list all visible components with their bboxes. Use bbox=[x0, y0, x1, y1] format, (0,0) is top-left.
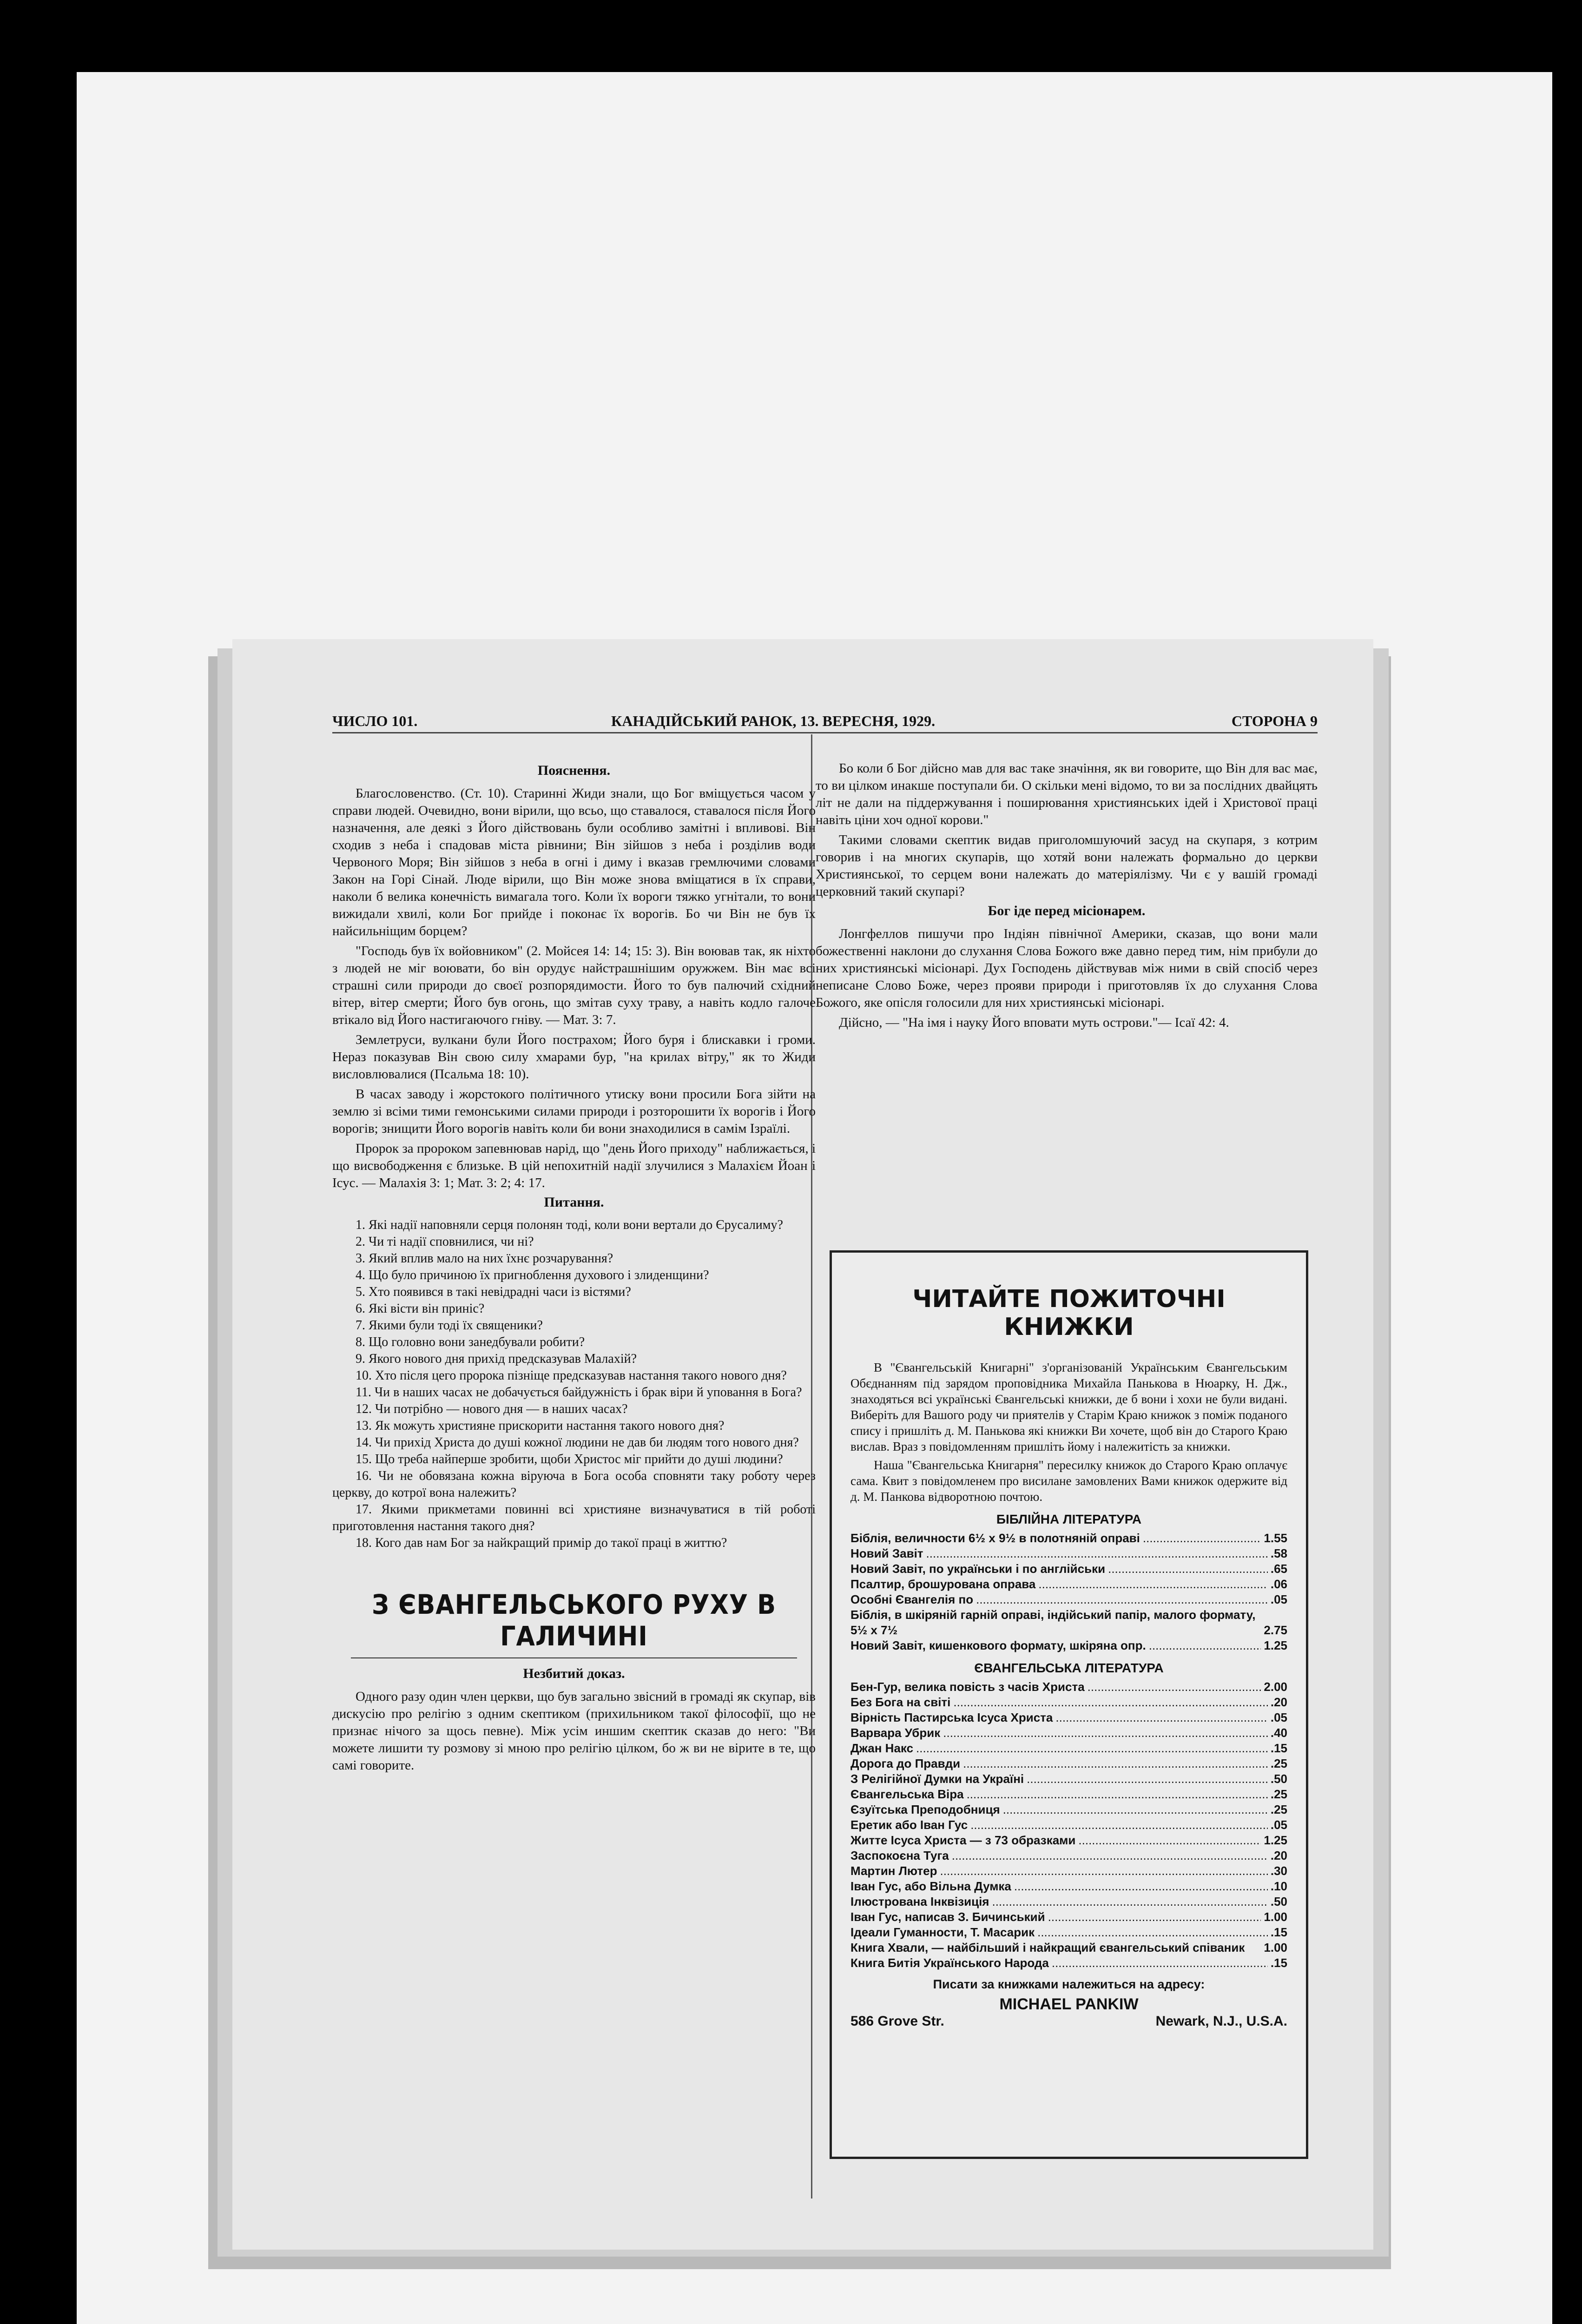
left-column bbox=[332, 760, 816, 1777]
paragraph: Лонгфеллов пишучи про Індіян північної Америки, сказав, що вони мали божественні наклони до слухання Слова Божого вже давно перед тим, нім прибули до них християнські місіонарі. Дух Господень дійствував між ними в свій спосіб через неписане Слово Боже, через прояви природи і приготовляв їх до слухання Слова Божого, яке опісля голосили для них християнські місіонарі. bbox=[816, 926, 1318, 1010]
paragraph: "Господь був їх войовником" (2. Мойсея 14: 14; 15: 3). Він воював так, як ніхто з людей не міг воювати, бо він орудує найстрашнішим оружжем. Він має всі страшні сили природи до своєї розпорядимости. Його то був палючий східний вітер, вітер смерти; Його був огонь, що змітав суху траву, а навіть кодло галоче втікало від Його настигаючого гніву. — Мат. 3: 7. bbox=[332, 944, 816, 1027]
question-item: 11. Чи в наших часах не добачується байдужність і брак віри й уповання в Бога? bbox=[356, 1385, 802, 1400]
book-item: Псалтир, брошурована оправа ..... .06 bbox=[850, 1577, 1287, 1592]
banner-rule bbox=[351, 1657, 797, 1658]
address-note: Писати за книжками належиться на адресу: bbox=[933, 1977, 1205, 1991]
paragraph: Одного разу один член церкви, що був загально звісний в громаді як скупар, вів дискусію про релігію з одним скептиком (прихильником такої філософії, що не признає нічого за щось певне). Між усім иншим скептик сказав до него: "Ви можете лишити ту розмову зі мною про релігію цілком, бо ж ви не вірите в те, що самі говорите. bbox=[332, 1689, 816, 1773]
book-item: Новий Завіт ..... .58 bbox=[850, 1546, 1287, 1561]
explanation-heading: Пояснення. bbox=[537, 763, 611, 778]
question-item: 18. Кого дав нам Бог за найкращий примір до такої праці в життю? bbox=[356, 1536, 727, 1550]
book-item: Іван Гус, або Вільна Думка ..... .10 bbox=[850, 1879, 1287, 1894]
question-item: 12. Чи потрібно — нового дня — в наших часах? bbox=[356, 1402, 628, 1416]
book-item: Без Бога на світі ..... .20 bbox=[850, 1695, 1287, 1710]
question-item: 6. Які вісти він приніс? bbox=[356, 1301, 485, 1316]
book-item: Іван Гус, написав З. Бичинський ..... 1.00 bbox=[850, 1909, 1287, 1925]
book-advertisement bbox=[830, 1250, 1308, 2159]
book-item: Варвара Убрик ..... .40 bbox=[850, 1725, 1287, 1741]
address-name: MICHAEL PANKIW bbox=[999, 1995, 1139, 2013]
questions-heading: Питання. bbox=[544, 1195, 604, 1210]
question-item: 10. Хто після цего пророка пізніще предсказував настання такого нового дня? bbox=[356, 1368, 787, 1383]
section-heading-bible: БІБЛІЙНА ЛІТЕРАТУРА bbox=[996, 1512, 1142, 1526]
book-item: Бен-Гур, велика повість з часів Христа ..... 2.00 bbox=[850, 1679, 1287, 1695]
ad-note: Наша "Євангельська Книгарня" пересилку книжок до Старого Краю оплачує сама. Квит з повідомленем про висилане замовлених Вами книжок одержите від д. М. Панкова відворотною почтою. bbox=[850, 1458, 1287, 1504]
paragraph: Такими словами скептик видав приголомшуючий засуд на скупаря, з котрим говорив і на многих скупарів, що хотяй вони належать формально до церкви Християнської, то серцем вони належать до матеріялізму. Чи є у вашій громаді церковний такий скупарі? bbox=[816, 832, 1318, 899]
question-item: 5. Хто появився в такі невідрадні часи із вістями? bbox=[356, 1285, 631, 1299]
ad-title: ЧИТАЙТЕ ПОЖИТОЧНІ КНИЖКИ bbox=[912, 1285, 1226, 1341]
question-item: 7. Якими були тоді їх священики? bbox=[356, 1318, 543, 1333]
book-item: Особні Євангелія по ..... .05 bbox=[850, 1592, 1287, 1607]
header-rule bbox=[332, 732, 1318, 733]
ad-intro: В "Євангельській Книгарні" з'організованій Українським Євангельським Обєднанням під зарядом проповідника Михайла Панькова в Нюарку, Н. Дж., знаходяться всі українські Євангельські книжки, де б вони і хохи не були видані. Виберіть для Вашого роду чи приятелів у Старім Краю книжок з поміж поданого спису і пришліть д. М. Панькова які книжки Ви хочете, щоб він до Старого Краю вислав. Враз з повідомленням пришліть йому і належитість за книжки. bbox=[850, 1360, 1287, 1453]
address-street: 586 Grove Str. bbox=[850, 2014, 944, 2029]
address-line bbox=[850, 2014, 1287, 2029]
book-item: Заспокоєна Туга ..... .20 bbox=[850, 1848, 1287, 1863]
question-item: 3. Який вплив мало на них їхнє розчарування? bbox=[356, 1251, 613, 1266]
book-item: Мартин Лютер ..... .30 bbox=[850, 1863, 1287, 1879]
gospel-book-list bbox=[850, 1679, 1287, 1971]
book-item: Еретик або Іван Гус ..... .05 bbox=[850, 1817, 1287, 1833]
book-item: Новий Завіт, по українськи і по англійськи ..... .65 bbox=[850, 1561, 1287, 1577]
book-item: Книга Битія Українського Народа ..... .15 bbox=[850, 1955, 1287, 1971]
issue-number: ЧИСЛО 101. bbox=[332, 713, 418, 729]
address-city: Newark, N.J., U.S.A. bbox=[1155, 2014, 1287, 2029]
book-item: Житте Ісуса Христа — з 73 образками ..... 1.25 bbox=[850, 1833, 1287, 1848]
question-item: 16. Чи не обовязана кожна віруюча в Бога особа сповняти таку роботу через церкву, до котрої вона належить? bbox=[332, 1469, 816, 1500]
paragraph: Бо коли б Бог дійсно мав для вас таке значіння, як ви говорите, що Він для вас має, то ви цілком инакше поступали би. О скільки мені відомо, то ви за послідних двайцять літ не дали на піддержування і поширювання християнських ідей і Христової праці навіть ціни хоч одної корови." bbox=[816, 761, 1318, 827]
question-item: 13. Як можуть християне прискорити настання такого нового дня? bbox=[356, 1419, 725, 1433]
paragraph: Землетруси, вулкани були Його пострахом; Його буря і блискавки і громи. Нераз показував Він свою силу хмарами бур, "на крилах вітру," як то Жиди висловлювалися (Псальма 18: 10). bbox=[332, 1032, 816, 1082]
proof-heading: Незбитий доказ. bbox=[523, 1666, 625, 1681]
paragraph: Благословенство. (Ст. 10). Старинні Жиди знали, що Бог вміщується часом у справи людей. Очевидно, вони вірили, що всьо, що ставалося, ставалося після Його назначення, але деякі з Його дійствовань були особливо замітні і впливові. Він сходив з неба і спадовав міста рівнини; Він зійшов з неба і розділив води Червоного Моря; Він зійшов з неба в огні і диму і вказав гремлючими словами Закон на Горі Сінай. Люде вірили, що Він може знова вміщатися в їх справи, наколи б велика конечність вимагала того. Коли їх вороги тяжко угнітали, то вони вижидали хвилі, коли Бог прийде і поконає їх ворогів. Бо чи Він не був їх найсильніщим борцем? bbox=[332, 786, 816, 938]
book-item: Біблія, в шкіряній гарній оправі, індійський папір, малого формату, 5½ х 7½ 2.75 bbox=[850, 1608, 1287, 1637]
right-column bbox=[816, 760, 1318, 1034]
paragraph: Пророк за пророком запевнював нарід, що "день Його приходу" наближається, і що висвободження є близьке. В цій непохитній надії злучилися з Малахієм Йоан і Ісус. — Малахія 3: 1; Мат. 3: 2; 4: 17. bbox=[332, 1141, 816, 1190]
paragraph: Дійсно, — "На імя і науку Його вповати муть острови."— Ісаї 42: 4. bbox=[839, 1015, 1229, 1030]
page-header bbox=[332, 713, 1318, 731]
section-heading-gospel: ЄВАНГЕЛЬСЬКА ЛІТЕРАТУРА bbox=[974, 1661, 1164, 1675]
book-item: Вірність Пастирська Ісуса Христа ..... .05 bbox=[850, 1710, 1287, 1725]
question-item: 9. Якого нового дня прихід предсказував Малахій? bbox=[356, 1352, 637, 1366]
book-item: Джан Накс ..... .15 bbox=[850, 1741, 1287, 1756]
book-item: Євангельська Віра ..... .25 bbox=[850, 1787, 1287, 1802]
question-item: 1. Які надії наповняли серця полонян тоді, коли вони вертали до Єрусалиму? bbox=[356, 1218, 783, 1232]
question-item: 8. Що головно вони занедбували робити? bbox=[356, 1335, 585, 1349]
book-item: Книга Хвали, — найбільший і найкращий євангельський співаник 1.00 bbox=[850, 1941, 1287, 1954]
question-item: 17. Якими прикметами повинні всі християне визначуватися в тій роботі приготовлення настання такого дня? bbox=[332, 1502, 816, 1533]
book-item: Біблія, величности 6½ х 9½ в полотняній оправі ..... 1.55 bbox=[850, 1531, 1287, 1546]
section-banner: З ЄВАНГЕЛЬСЬКОГО РУХУ В ГАЛИЧИНІ bbox=[371, 1589, 776, 1652]
question-item: 15. Що треба найперше зробити, щоби Христос міг прийти до душі людини? bbox=[356, 1452, 783, 1466]
newspaper-title: КАНАДІЙСЬКИЙ РАНОК, 13. ВЕРЕСНЯ, 1929. bbox=[611, 713, 936, 729]
book-item: Ідеали Гуманности, Т. Масарик ..... .15 bbox=[850, 1925, 1287, 1940]
book-item: Новий Завіт, кишенкового формату, шкіряна опр. ..... 1.25 bbox=[850, 1638, 1287, 1653]
question-item: 4. Що було причиною їх пригноблення духового і злиденщини? bbox=[356, 1268, 709, 1282]
missionary-heading: Бог іде перед місіонарем. bbox=[988, 903, 1146, 918]
book-item: Дорога до Правди ..... .25 bbox=[850, 1756, 1287, 1771]
question-item: 2. Чи ті надії сповнилися, чи ні? bbox=[356, 1235, 534, 1249]
questions-list bbox=[332, 1217, 816, 1552]
bible-book-list bbox=[850, 1531, 1287, 1653]
book-item: Єзуїтська Преподобниця ..... .25 bbox=[850, 1802, 1287, 1817]
book-item: З Релігійної Думки на Україні ..... .50 bbox=[850, 1771, 1287, 1787]
page-number: СТОРОНА 9 bbox=[1231, 713, 1318, 729]
newspaper-page bbox=[232, 639, 1373, 2250]
question-item: 14. Чи прихід Христа до душі кожної людини не дав би людям того нового дня? bbox=[356, 1435, 799, 1450]
paragraph: В часах заводу і жорстокого політичного утиску вони просили Бога зійти на землю зі всіми тими гемонськими силами природи і розторошити їх ворогів і Його ворогів; знищити Його ворогів навіть коли би вони знаходилися в самім Ізраїлі. bbox=[332, 1087, 816, 1136]
book-item: Ілюстрована Інквізиція ..... .50 bbox=[850, 1894, 1287, 1909]
